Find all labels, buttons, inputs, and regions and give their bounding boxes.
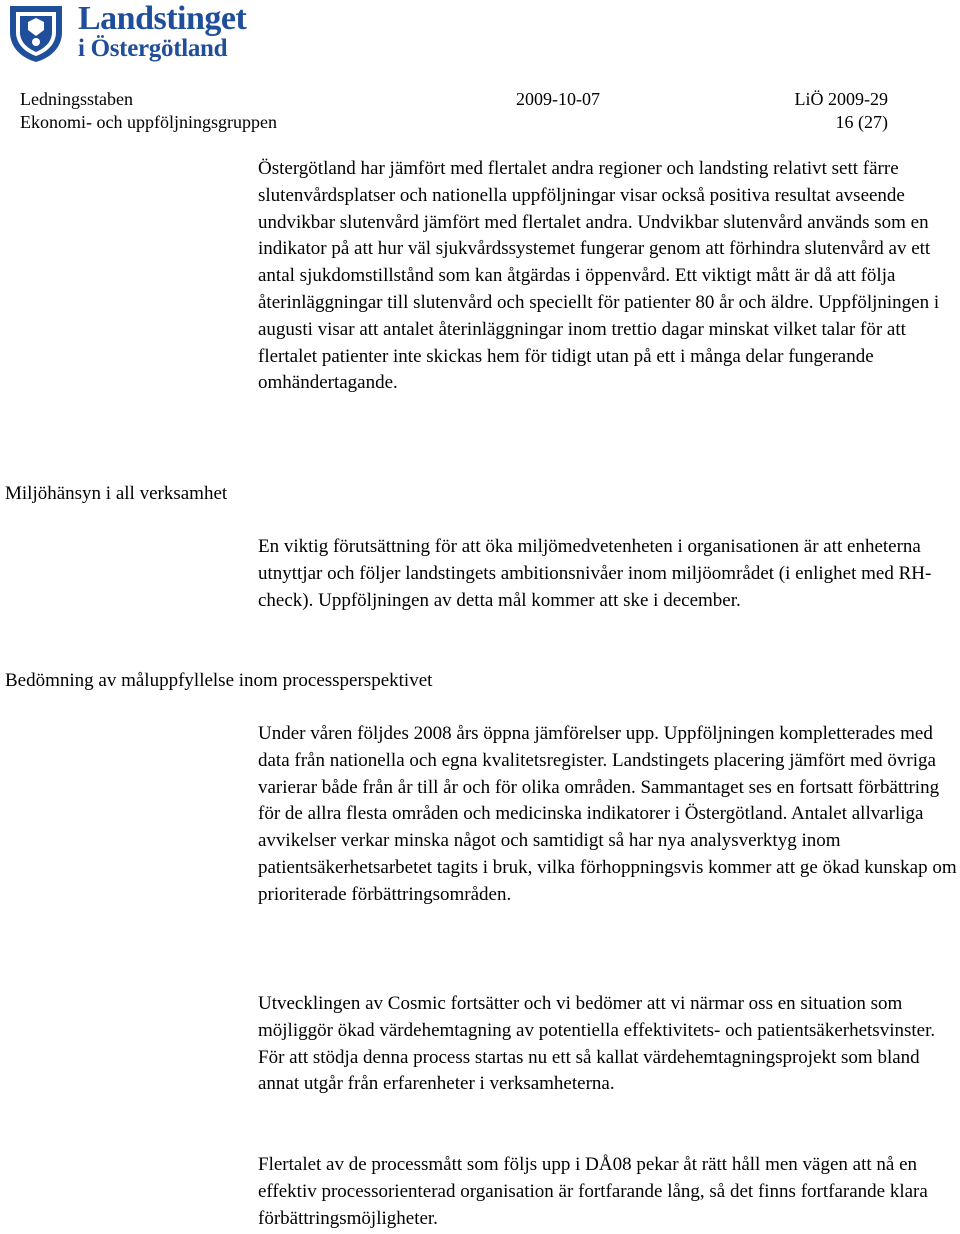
logo-subtitle: i Östergötland [78, 35, 228, 62]
environment-paragraph: En viktig förutsättning för att öka miljömedvetenheten i organisationen är att enheterna utnyttjar och följer landstingets ambitionsnivåer inom miljöområdet (i enlighet med RH-check). Uppföljningen av detta mål kommer att ske i december. [258, 536, 932, 611]
header-group: Ekonomi- och uppföljningsgruppen [20, 112, 277, 132]
process-heading: Bedömning av måluppfyllelse inom processperspektivet [5, 670, 433, 691]
shield-emblem-icon [6, 2, 66, 64]
process-paragraph-3: Flertalet av de processmått som följs upp i DÅ08 pekar åt rätt håll men vägen att nå en effektiv processorienterad organisation är fortfarande lång, så det finns fortfarande klara förbättringsmöjligheter. [258, 1154, 928, 1229]
header-page-number: 16 (27) [835, 112, 888, 132]
process-paragraph-1: Under våren följdes 2008 års öppna jämförelser upp. Uppföljningen kompletterades med data från nationella och egna kvalitetsregister. Landstingets placering jämfört med övriga varierar både från år till år och för olika områden. Sammantaget ses en fortsatt förbättring för de allra flesta områden och medicinska indikatorer i Östergötland. Antalet allvarliga avvikelser verkar minska något och samtidigt så har nya analysverktyg inom patientsäkerhetsarbetet tagits i bruk, vilka förhoppningsvis kommer att ge ökad kunskap om prioriterade förbättringsområden. [258, 723, 957, 905]
header-reference: LiÖ 2009-29 [794, 89, 888, 109]
header-department: Ledningsstaben [20, 89, 133, 109]
header-date: 2009-10-07 [516, 89, 600, 109]
landstinget-logo [6, 2, 266, 66]
logo-title: Landstinget [78, 0, 247, 37]
header-row-1 [20, 88, 888, 111]
process-paragraph-2: Utvecklingen av Cosmic fortsätter och vi bedömer att vi närmar oss en situation som möjliggör ökad värdehemtagning av potentiella effektivitets- och patientsäkerhetsvinster. För att stödja denna process startas nu ett så kallat värdehemtagningsprojekt som bland annat utgår från erfarenheter i verksamheterna. [258, 993, 936, 1095]
page-header [20, 88, 888, 134]
header-row-2 [20, 111, 888, 134]
intro-paragraph: Östergötland har jämfört med flertalet andra regioner och landsting relativt sett färre slutenvårdsplatser och nationella uppföljningar visar också positiva resultat avseende undvikbar slutenvård jämfört med flertalet andra. Undvikbar slutenvård används som en indikator på att hur väl sjukvårdssystemet fungerar genom att förhindra slutenvård av ett antal sjukdomstillstånd som kan åtgärdas i öppenvård. Ett viktigt mått är då att följa återinläggningar till slutenvård och speciellt för patienter 80 år och äldre. Uppföljningen i augusti visar att antalet återinläggningar inom trettio dagar minskat vilket talar för att flertalet patienter inte skickas hem för tidigt utan på ett i många delar fungerande omhändertagande. [258, 158, 940, 394]
environment-heading: Miljöhänsyn i all verksamhet [5, 483, 228, 504]
